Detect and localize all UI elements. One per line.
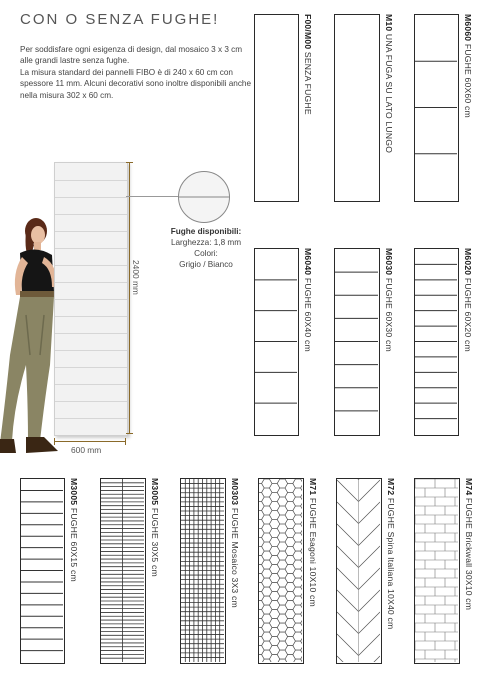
hex-tile bbox=[259, 646, 264, 655]
hex-tile bbox=[269, 655, 279, 662]
hex-tile bbox=[293, 605, 302, 614]
panel-m71 bbox=[258, 478, 304, 664]
hex-tile bbox=[293, 479, 302, 488]
hex-tile bbox=[301, 619, 302, 628]
hero-panel-joint bbox=[55, 180, 127, 181]
hero-panel-joint bbox=[55, 214, 127, 215]
panel-joint-line bbox=[337, 656, 359, 662]
hex-tile bbox=[301, 502, 302, 511]
hex-tile bbox=[293, 515, 302, 524]
panel-joint-line bbox=[337, 634, 359, 656]
panel-label-m6040 bbox=[303, 248, 313, 352]
panel-label-m0303 bbox=[230, 478, 240, 608]
hero-panel-joint bbox=[55, 401, 127, 402]
hex-tile bbox=[293, 560, 302, 569]
panel-label-m10 bbox=[384, 14, 394, 153]
panel-m3005b bbox=[100, 478, 146, 664]
intro-text bbox=[20, 44, 252, 101]
panel-code: M72 bbox=[386, 478, 396, 496]
panel-pattern-hex bbox=[259, 479, 302, 662]
hex-tile bbox=[259, 493, 264, 502]
panel-joint-line bbox=[337, 568, 359, 590]
hero-panel-joint bbox=[55, 231, 127, 232]
panel-code: F00/M00 bbox=[303, 14, 313, 50]
height-label: 2400 mm bbox=[131, 260, 141, 295]
height-dimension-cap-top bbox=[126, 162, 133, 163]
zoom-connector bbox=[126, 196, 178, 197]
panel-joint-line bbox=[337, 502, 359, 524]
panel-pattern-plain bbox=[255, 15, 297, 200]
panel-code: M3005 bbox=[69, 478, 79, 506]
panel-description: FUGHE 60X40 cm bbox=[303, 275, 313, 352]
hex-tile bbox=[293, 569, 302, 578]
panel-code: M6060 bbox=[463, 14, 473, 42]
panel-label-f00 bbox=[303, 14, 313, 115]
hex-tile bbox=[259, 619, 264, 628]
hex-tile bbox=[301, 547, 302, 556]
panel-joint-line bbox=[359, 656, 381, 662]
hero-panel-joint bbox=[55, 367, 127, 368]
panel-code: M6030 bbox=[384, 248, 394, 276]
hex-tile bbox=[293, 488, 302, 497]
panel-pattern-rows bbox=[335, 249, 378, 434]
joint-detail-zoom bbox=[178, 171, 230, 223]
panel-m72 bbox=[336, 478, 382, 664]
panel-label-m6030 bbox=[384, 248, 394, 352]
panel-label-m71 bbox=[308, 478, 318, 607]
panel-pattern-grid bbox=[181, 479, 224, 662]
hex-tile bbox=[293, 632, 302, 641]
hex-tile bbox=[293, 587, 302, 596]
panel-m0303 bbox=[180, 478, 226, 664]
width-label: 600 mm bbox=[71, 445, 102, 455]
hex-tile bbox=[259, 628, 264, 637]
hex-tile bbox=[301, 574, 302, 583]
hex-tile bbox=[293, 533, 302, 542]
joint-colors-label: Colori: bbox=[194, 249, 218, 258]
hex-tile bbox=[259, 538, 264, 547]
hex-tile bbox=[259, 502, 264, 511]
hero-panel-joint bbox=[55, 316, 127, 317]
hex-tile bbox=[259, 637, 264, 646]
panel-description: FUGHE 60X20 cm bbox=[463, 275, 473, 352]
hex-tile bbox=[293, 506, 302, 515]
panel-description: UNA FUGA SU LATO LUNGO bbox=[384, 31, 394, 154]
panel-pattern-brick bbox=[415, 479, 458, 662]
hero-panel-joint bbox=[55, 418, 127, 419]
hex-tile bbox=[259, 565, 264, 574]
panel-joint-line bbox=[337, 479, 359, 480]
hero-panel-joint bbox=[55, 248, 127, 249]
hex-tile bbox=[259, 547, 264, 556]
panel-code: M0303 bbox=[230, 478, 240, 506]
hex-tile bbox=[259, 484, 264, 493]
hex-tile bbox=[293, 596, 302, 605]
panel-m74 bbox=[414, 478, 460, 664]
panel-code: M6020 bbox=[463, 248, 473, 276]
hero-panel bbox=[54, 162, 128, 436]
hex-tile bbox=[259, 583, 264, 592]
hex-tile bbox=[293, 551, 302, 560]
panel-description: FUGHE Brickwall 30X10 cm bbox=[464, 495, 474, 611]
hex-tile bbox=[293, 524, 302, 533]
panel-code: M3005 bbox=[150, 478, 160, 506]
panel-f00 bbox=[254, 14, 299, 202]
hex-tile bbox=[301, 583, 302, 592]
panel-description: FUGHE Spina Italiana 10X40 cm bbox=[386, 495, 396, 630]
hex-tile bbox=[293, 641, 302, 650]
panel-joint-line bbox=[359, 590, 381, 612]
panel-label-m72 bbox=[386, 478, 396, 629]
hex-tile bbox=[301, 592, 302, 601]
hex-tile bbox=[259, 610, 264, 619]
page-title: CON O SENZA FUGHE! bbox=[20, 11, 220, 28]
hex-tile bbox=[301, 511, 302, 520]
hex-tile bbox=[259, 511, 264, 520]
panel-code: M6040 bbox=[303, 248, 313, 276]
panel-joint-line bbox=[359, 546, 381, 568]
panel-pattern-herringbone bbox=[337, 479, 380, 662]
hex-tile bbox=[301, 637, 302, 646]
panel-pattern-single bbox=[335, 15, 378, 200]
hex-tile bbox=[293, 650, 302, 659]
height-dimension-line bbox=[129, 162, 130, 434]
panel-description: SENZA FUGHE bbox=[303, 49, 313, 115]
panel-m3005 bbox=[20, 478, 65, 664]
panel-m6060 bbox=[414, 14, 459, 202]
panel-joint-line bbox=[337, 524, 359, 546]
hex-tile bbox=[301, 646, 302, 655]
panel-pattern-rows bbox=[415, 15, 457, 200]
joint-info bbox=[158, 226, 254, 270]
hex-tile bbox=[293, 623, 302, 632]
panel-pattern-rows bbox=[255, 249, 297, 434]
panel-pattern-rows bbox=[21, 479, 63, 662]
joint-info-title: Fughe disponibili: bbox=[170, 227, 242, 236]
panel-code: M74 bbox=[464, 478, 474, 496]
hero-panel-joint bbox=[55, 197, 127, 198]
hero-panel-joint bbox=[55, 333, 127, 334]
panel-m6030 bbox=[334, 248, 380, 436]
panel-joint-line bbox=[337, 546, 359, 568]
hex-tile bbox=[259, 529, 264, 538]
height-dimension-cap-bottom bbox=[126, 433, 133, 434]
hex-tile bbox=[301, 479, 302, 484]
panel-joint-line bbox=[337, 590, 359, 612]
panel-joint-line bbox=[359, 612, 381, 634]
panel-label-m3005 bbox=[69, 478, 79, 582]
panel-joint-line bbox=[337, 612, 359, 634]
hex-tile bbox=[301, 556, 302, 565]
hex-tile bbox=[259, 479, 264, 484]
width-dimension-cap-left bbox=[54, 438, 55, 445]
joint-colors: Grigio / Bianco bbox=[179, 260, 233, 269]
panel-joint-line bbox=[359, 479, 381, 480]
person-illustration bbox=[0, 205, 60, 460]
hero-panel-joint bbox=[55, 282, 127, 283]
panel-description: FUGHE Esagoni 10X10 cm bbox=[308, 495, 318, 607]
intro-paragraph-1: Per soddisfare ogni esigenza di design, dal mosaico 3 x 3 cm alle grandi lastre senza fughe. bbox=[20, 45, 243, 66]
hex-tile bbox=[301, 484, 302, 493]
hex-tile bbox=[259, 520, 264, 529]
width-dimension-cap-right bbox=[125, 438, 126, 445]
intro-paragraph-2: La misura standard dei pannelli FIBO è di 240 x 60 cm con spessore 11 mm. Alcuni decorativi sono inoltre disponibili anche nella misura 302 x 60 cm. bbox=[20, 67, 252, 100]
hex-tile bbox=[259, 574, 264, 583]
panel-label-m6060 bbox=[463, 14, 473, 118]
panel-joint-line bbox=[359, 524, 381, 546]
hero-panel-joint bbox=[55, 299, 127, 300]
panel-joint-line bbox=[359, 502, 381, 524]
panel-label-m3005b bbox=[150, 478, 160, 577]
hex-tile bbox=[259, 592, 264, 601]
hero-panel-joint bbox=[55, 265, 127, 266]
hex-tile bbox=[301, 529, 302, 538]
hex-tile bbox=[293, 614, 302, 623]
panel-joint-line bbox=[359, 634, 381, 656]
joint-width: Larghezza: 1,8 mm bbox=[170, 238, 242, 247]
hex-tile bbox=[293, 497, 302, 506]
panel-joint-line bbox=[359, 568, 381, 590]
hex-tile bbox=[301, 565, 302, 574]
panel-description: FUGHE 60X15 cm bbox=[69, 505, 79, 582]
hex-tile bbox=[301, 520, 302, 529]
hex-tile bbox=[301, 493, 302, 502]
panel-joint-line bbox=[359, 480, 381, 502]
panel-m6020 bbox=[414, 248, 459, 436]
panel-pattern-rows bbox=[415, 249, 457, 434]
panel-pattern-grid bbox=[101, 479, 144, 662]
hero-panel-joint bbox=[55, 384, 127, 385]
panel-description: FUGHE Mosaico 3X3 cm bbox=[230, 505, 240, 608]
panel-description: FUGHE 60X60 cm bbox=[463, 41, 473, 118]
hex-tile bbox=[285, 655, 295, 662]
hex-tile bbox=[301, 601, 302, 610]
panel-label-m6020 bbox=[463, 248, 473, 352]
hex-tile bbox=[301, 610, 302, 619]
panel-code: M10 bbox=[384, 14, 394, 32]
hex-tile bbox=[293, 542, 302, 551]
hex-tile bbox=[259, 601, 264, 610]
hex-tile bbox=[259, 556, 264, 565]
width-dimension-line bbox=[54, 441, 126, 442]
panel-m6040 bbox=[254, 248, 299, 436]
panel-description: FUGHE 30X5 cm bbox=[150, 505, 160, 577]
hex-tile bbox=[301, 628, 302, 637]
hex-tile bbox=[301, 538, 302, 547]
panel-m10 bbox=[334, 14, 380, 202]
panel-joint-line bbox=[337, 480, 359, 502]
panel-label-m74 bbox=[464, 478, 474, 610]
panel-description: FUGHE 60X30 cm bbox=[384, 275, 394, 352]
hex-tile bbox=[301, 655, 302, 662]
hero-panel-joint bbox=[55, 350, 127, 351]
panel-code: M71 bbox=[308, 478, 318, 496]
hex-tile bbox=[293, 578, 302, 587]
